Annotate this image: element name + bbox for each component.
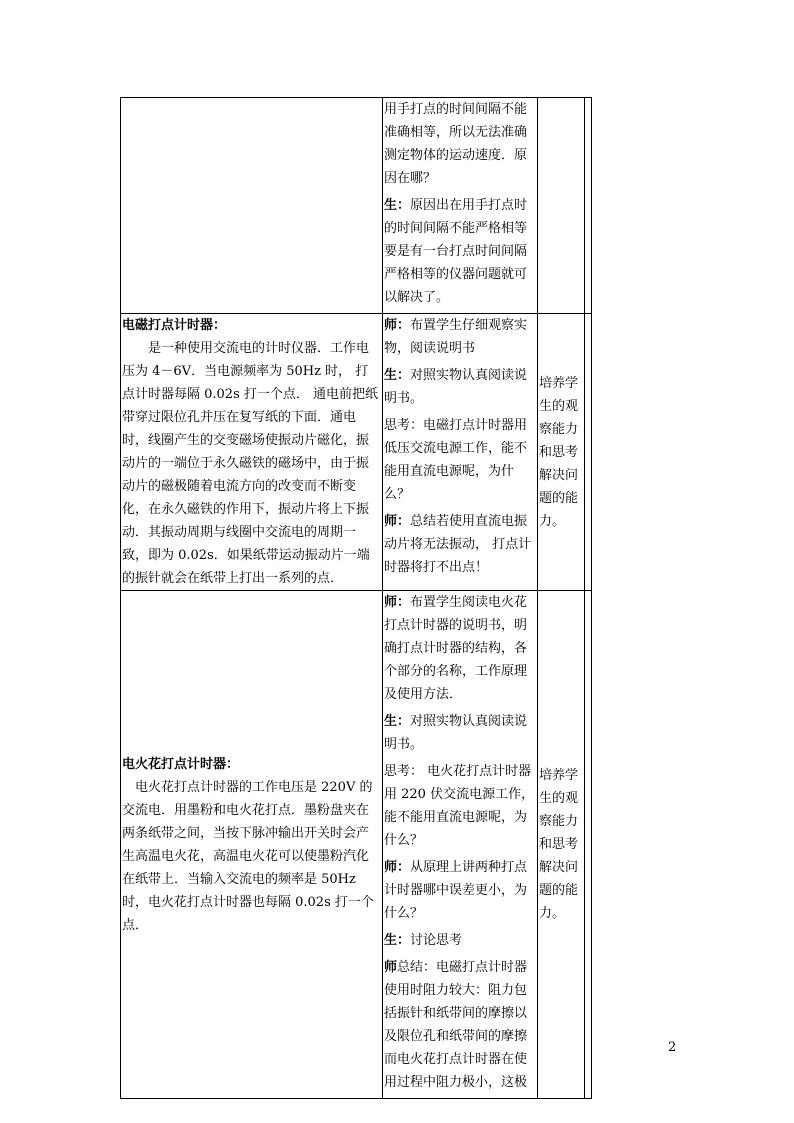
section-body: 是一种使用交流电的计时仪器．工作电压为 4－6V．当电源频率为 50Hz 时， 打点计时器每隔 0.02s 打一个点． 通电前把纸带穿过限位孔并压在复写纸的下面．通电时，线圈产生的交变磁场使振动片磁化，振动片的一端位于永久磁铁的磁场中，由于振动片的磁极随着电流方向的改变而不断变化，在永久磁铁的作用下，振动片将上下振动．其振动周期与线圈中交流电的周期一致，即为 0.02s．如果纸带运动振动片一端的振针就会在纸带上打出一系列的点． xyxy=(122,341,379,586)
section-title: 电火花打点计时器： xyxy=(122,756,240,772)
content-cell xyxy=(121,314,383,591)
goal-cell xyxy=(538,591,585,1099)
page-number: 2 xyxy=(668,1040,677,1055)
activity-cell xyxy=(383,591,538,1099)
activity-cell xyxy=(383,98,538,314)
spacer-cell xyxy=(585,98,592,314)
section-title: 电磁打点计时器： xyxy=(122,318,227,333)
activity-paragraph: 师：总结若使用直流电振动片将无法振动， 打点计时器将打不出点！ xyxy=(384,514,532,575)
goal-text: 培养学生的观察能力和思考解决问题的能力。 xyxy=(539,375,579,529)
activity-paragraph: 用手打点的时间间隔不能准确相等，所以无法准确测定物体的运动速度．原因在哪？ xyxy=(384,102,528,186)
activity-paragraph: 师：布置学生仔细观察实物，阅读说明书 xyxy=(384,318,528,356)
goal-cell xyxy=(538,98,585,314)
goal-text: 培养学生的观察能力和思考解决问题的能力。 xyxy=(539,768,579,921)
activity-paragraph: 生：原因出在用手打点时的时间间隔不能严格相等要是有一台打点时间间隔严格相等的仪器问题就可以解决了。 xyxy=(384,198,528,305)
activity-paragraph: 生：讨论思考 xyxy=(384,933,463,948)
spacer-cell xyxy=(585,591,592,1099)
table-row xyxy=(121,314,592,591)
table-row xyxy=(121,98,592,314)
content-cell xyxy=(121,591,383,1099)
spacer-cell xyxy=(585,314,592,591)
activity-paragraph: 思考： 电火花打点计时器用 220 伏交流电源工作，能不能用直流电源呢，为什么？ xyxy=(384,764,535,848)
activity-paragraph: 生：对照实物认真阅读说明书。 xyxy=(384,714,528,752)
content-cell xyxy=(121,98,383,314)
activity-cell xyxy=(383,314,538,591)
table-row xyxy=(121,591,592,1099)
goal-cell xyxy=(538,314,585,591)
lesson-plan-table xyxy=(120,97,592,1099)
activity-paragraph: 师：从原理上讲两种打点计时器哪中误差更小，为什么？ xyxy=(384,860,528,921)
activity-paragraph: 生：对照实物认真阅读说明书。 xyxy=(384,368,528,406)
section-body: 电火花打点计时器的工作电压是 220V 的交流电．用墨粉和电火花打点．墨粉盘夹在两条纸带之间，当按下脉冲输出开关时会产生高温电火花，高温电火花可以使墨粉汽化在纸带上．当输入交流电的频率是 50Hz 时，电火花打点计时器也每隔 0.02s 打一个点． xyxy=(122,779,374,933)
activity-paragraph: 师：布置学生阅读电火花打点计时器的说明书，明确打点计时器的结构，各个部分的名称，工作原理及使用方法． xyxy=(384,595,528,702)
activity-paragraph: 思考：电磁打点计时器用低压交流电源工作，能不能用直流电源呢，为什么？ xyxy=(384,418,528,502)
activity-paragraph: 师总结：电磁打点计时器使用时阻力较大：阻力包括振针和纸带间的摩擦以及限位孔和纸带间的摩擦而电火花打点计时器在使用过程中阻力极小，这极 xyxy=(384,960,528,1090)
